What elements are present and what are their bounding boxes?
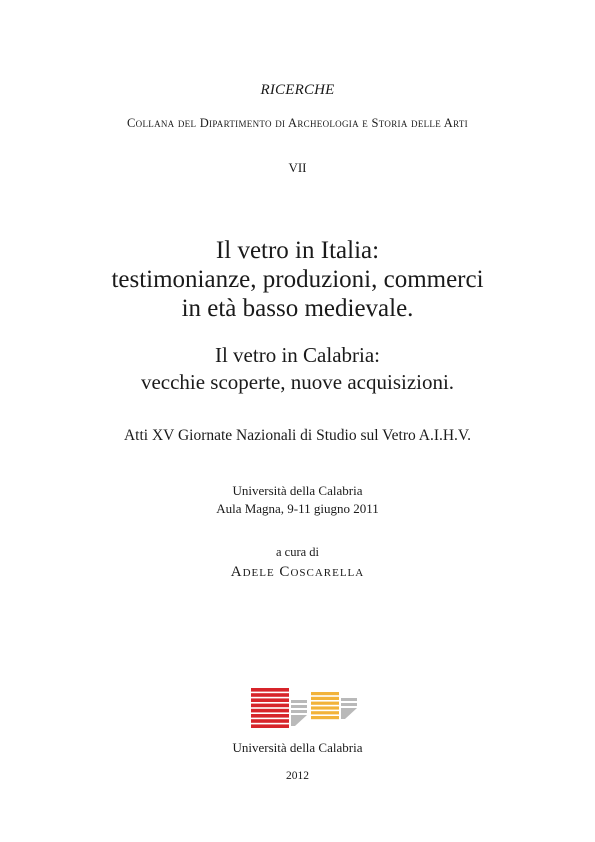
book-title-line: testimonianze, produzioni, commerci	[111, 266, 484, 293]
university-logo-icon	[251, 688, 357, 728]
proceedings-line: Atti XV Giornate Nazionali di Studio sul Vetro A.I.H.V.	[123, 427, 471, 444]
book-title-line: Il vetro in Italia:	[215, 237, 380, 264]
series-title: RICERCHE	[260, 82, 335, 98]
editor-name: Adele Coscarella	[230, 564, 365, 580]
book-subtitle	[0, 342, 595, 396]
series-collana: Collana del Dipartimento di Archeologia e Storia delle Arti	[127, 116, 468, 130]
book-title	[0, 236, 595, 323]
book-subtitle-line: Il vetro in Calabria:	[214, 343, 381, 367]
logo-gray-block-right	[341, 698, 357, 719]
venue-line: Aula Magna, 9-11 giugno 2011	[216, 501, 379, 516]
logo-gray-block-left	[291, 700, 307, 726]
publisher-name: Università della Calabria	[232, 740, 363, 755]
book-subtitle-line: vecchie scoperte, nuove acquisizioni.	[140, 370, 455, 394]
editor-prefix: a cura di	[275, 545, 320, 559]
publication-year: 2012	[286, 770, 309, 782]
venue	[0, 482, 595, 518]
logo-yellow-block	[311, 692, 339, 719]
book-title-line: in età basso medievale.	[181, 295, 414, 322]
volume-number: VII	[288, 160, 307, 175]
logo-red-block	[251, 688, 289, 728]
venue-line: Università della Calabria	[232, 483, 363, 498]
